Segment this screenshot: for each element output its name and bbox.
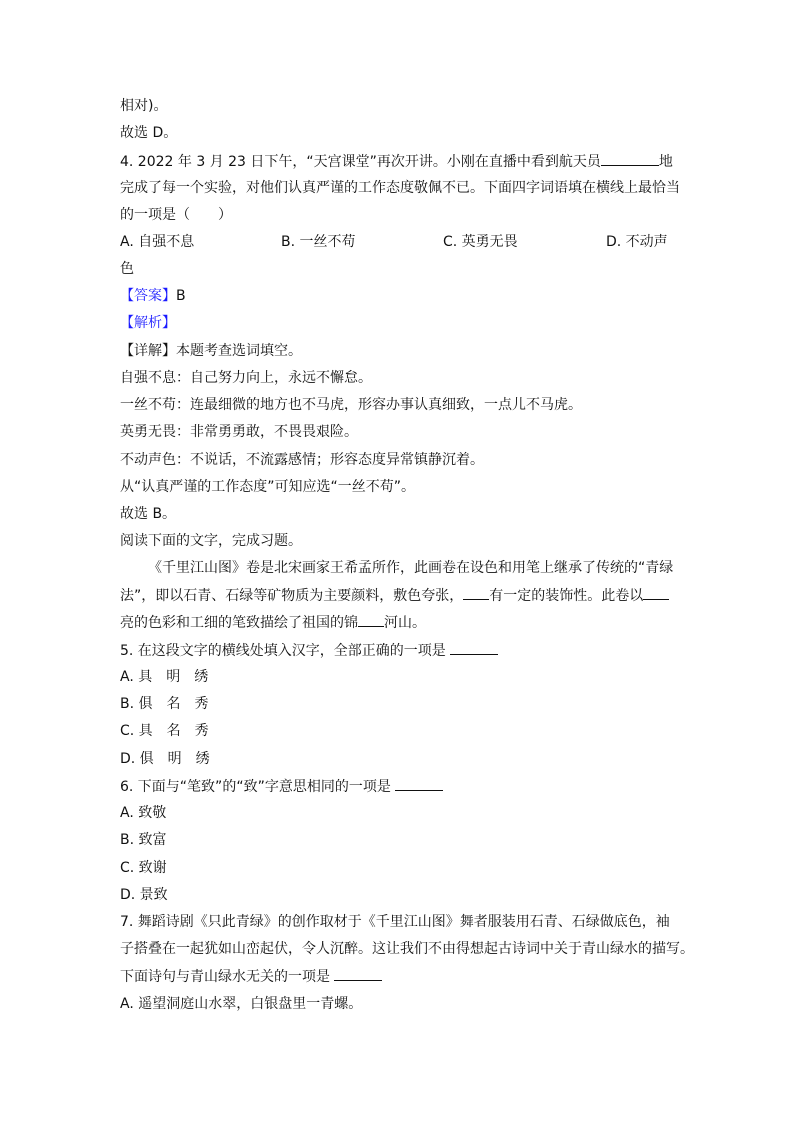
question-5-option-d: D. 俱 明 绣 [120,751,210,767]
question-4-stem [120,151,680,171]
question-6-option-a: A. 致敬 [120,805,167,821]
explanation-line: 自强不息：自己努力向上，永远不懈怠。 [120,370,372,386]
question-5-option-b: B. 俱 名 秀 [120,696,209,712]
explanation-line: 不动声色：不说话，不流露感情；形容态度异常镇静沉着。 [120,452,484,468]
question-4-text: 4. 2022 年 3 月 23 日下午，“天宫课堂”再次开讲。小刚在直播中看到航天员 [120,154,601,170]
question-5-option-a: A. 具 明 绣 [120,669,209,685]
analysis-tag: 【解析】 [120,315,176,331]
option-c: C. 英勇无畏 [443,234,518,250]
option-d: D. 不动声 [606,234,668,250]
passage-line [120,612,680,632]
option-d-wrap: 色 [120,261,134,277]
fill-blank [463,585,489,600]
passage-text: 有一定的装饰性。此卷以 [489,588,644,604]
answer-tag: 【答案】 [120,288,176,304]
fill-blank [395,776,443,791]
reading-instruction: 阅读下面的文字，完成习题。 [120,533,302,549]
question-7-option-a: A. 遥望洞庭山水翠，白银盘里一青螺。 [120,996,363,1012]
question-5-text: 5. 在这段文字的横线处填入汉字，全部正确的一项是 [120,643,451,659]
explanation-line: 从“认真严谨的工作态度”可知应选“一丝不苟”。 [120,479,416,495]
option-a: A. 自强不息 [120,234,195,250]
question-7-text: 下面诗句与青山绿水无关的一项是 [120,969,335,985]
fill-blank [601,151,659,166]
question-7-stem: 7. 舞蹈诗剧《只此青绿》的创作取材于《千里江山图》舞者服装用石青、石绿做底色，袖 [120,914,670,930]
fill-blank [334,966,382,981]
explanation-line: 一丝不苟：连最细微的地方也不马虎，形容办事认真细致，一点儿不马虎。 [120,397,582,413]
explanation-line: 英勇无畏：非常勇勇敢，不畏畏艰险。 [120,424,358,440]
passage-text: 亮的色彩和工细的笔致描绘了祖国的锦 [120,615,358,631]
detail-line: 【详解】本题考查选词填空。 [120,343,302,359]
text-line: 故选 D。 [120,125,178,141]
question-4-stem: 的一项是（ ） [120,207,232,223]
question-4-text: 地 [658,154,673,170]
question-6-option-d: D. 景致 [120,887,168,903]
question-6-option-b: B. 致富 [120,832,167,848]
passage-text: 法”，即以石青、石绿等矿物质为主要颜料，敷色夸张， [120,588,464,604]
text-line: 相对)。 [120,98,168,114]
passage-text: 河山。 [384,615,426,631]
question-4-stem: 完成了每一个实验，对他们认真严谨的工作态度敬佩不已。下面四字词语填在横线上最恰当 [120,180,680,196]
fill-blank [358,612,384,627]
question-6-option-c: C. 致谢 [120,860,167,876]
answer-line [120,286,680,306]
question-6-text: 6. 下面与“笔致”的“致”字意思相同的一项是 [120,779,396,795]
option-b: B. 一丝不苟 [281,234,356,250]
passage-line [120,585,680,605]
question-6-stem [120,776,680,796]
explanation-line: 故选 B。 [120,506,177,522]
fill-blank [450,640,498,655]
question-5-option-c: C. 具 名 秀 [120,723,209,739]
passage-line: 《千里江山图》卷是北宋画家王希孟所作，此画卷在设色和用笔上继承了传统的“青绿 [148,560,674,576]
question-4-options [120,232,680,252]
question-7-stem [120,966,680,986]
fill-blank [643,585,669,600]
question-7-stem: 子搭叠在一起犹如山峦起伏，令人沉醉。这让我们不由得想起古诗词中关于青山绿水的描写。 [120,941,694,957]
question-5-stem [120,640,680,660]
answer-value: B [176,288,186,304]
